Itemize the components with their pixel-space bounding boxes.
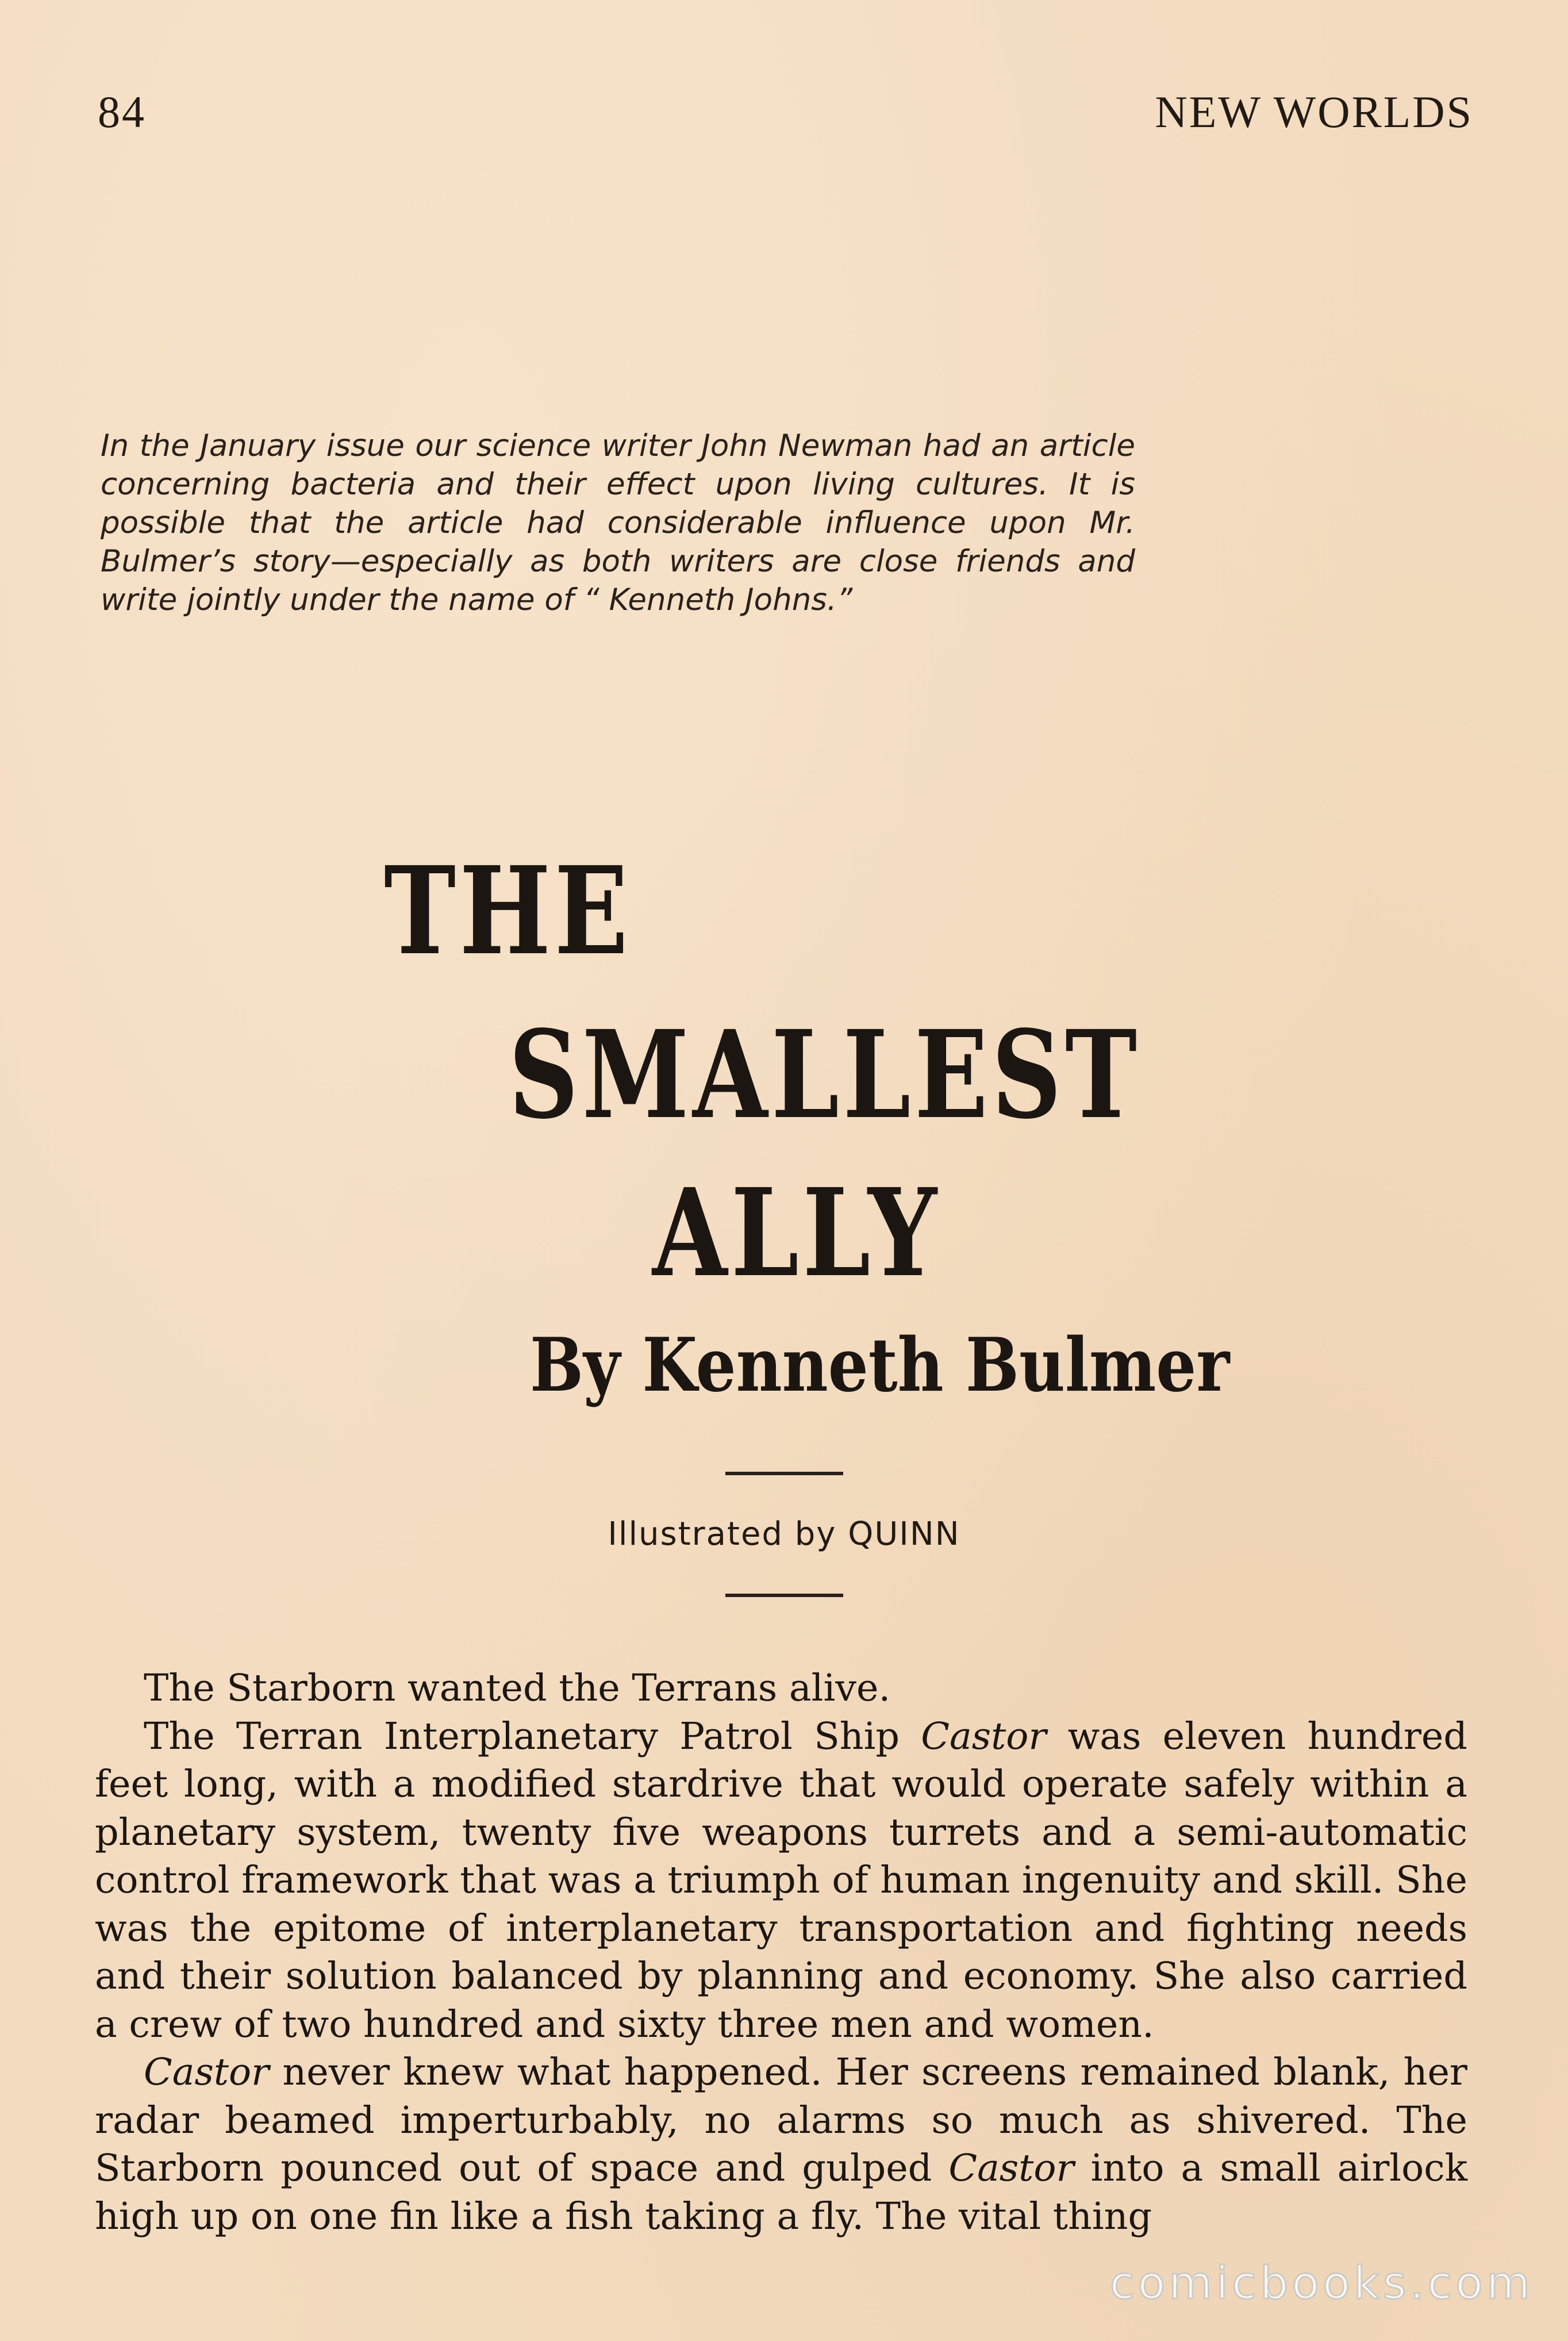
body-paragraph-3: [95, 2048, 1467, 2240]
body-paragraph-2-before: The Terran Interplanetary Patrol Ship: [144, 1714, 921, 1758]
body-paragraph-1-text: The Starborn wanted the Terrans alive.: [144, 1667, 891, 1710]
body-paragraph-2: [95, 1713, 1467, 2049]
story-body: [95, 1664, 1467, 2240]
author-byline: By Kenneth Bulmer: [530, 1322, 1230, 1409]
story-title-line-3: ALLY: [652, 1162, 941, 1304]
body-paragraph-3-part-2: into a small airlock high up on one fin like a fish taking a fly. The vital thing: [95, 2147, 1467, 2238]
editorial-intro: In the January issue our science writer John Newman had an article concerning bacteria and their effect upon living cultures. It is possible that the article had considerable influence upon Mr. Bulmer’s story—especially as both writers are close friends and write jointly under the name of “ Kenneth Johns.”: [101, 428, 1135, 617]
story-title-line-2: SMALLEST: [509, 1004, 1141, 1146]
ship-name: Castor: [921, 1714, 1047, 1758]
ship-name: Castor: [948, 2147, 1074, 2190]
magazine-name: NEW WORLDS: [1155, 87, 1473, 137]
body-paragraph-2-after: was eleven hundred feet long, with a modified stardrive that would operate safely within a planetary system, twenty five weapons turrets and a semi-automatic control framework that was a triumph of human ingenuity and skill. She was the epitome of interplanetary transportation and fighting needs and their solution balanced by planning and economy. She also carried a crew of two hundred and sixty three men and women.: [95, 1714, 1467, 2046]
illustrator-credit: Illustrated by QUINN: [608, 1515, 960, 1553]
body-paragraph-1: [95, 1664, 1467, 1713]
page-number: 84: [98, 87, 146, 137]
divider-rule-top: [725, 1472, 843, 1475]
watermark: comicbooks.com: [1109, 2258, 1534, 2309]
divider-rule-bottom: [725, 1594, 843, 1597]
body-paragraph-3-part-1: never knew what happened. Her screens remained blank, her radar beamed imperturbably, no alarms so much as shivered. The Starborn pounced out of space and gulped: [95, 2051, 1467, 2190]
ship-name: Castor: [144, 2051, 270, 2094]
story-title-line-1: THE: [384, 840, 632, 982]
